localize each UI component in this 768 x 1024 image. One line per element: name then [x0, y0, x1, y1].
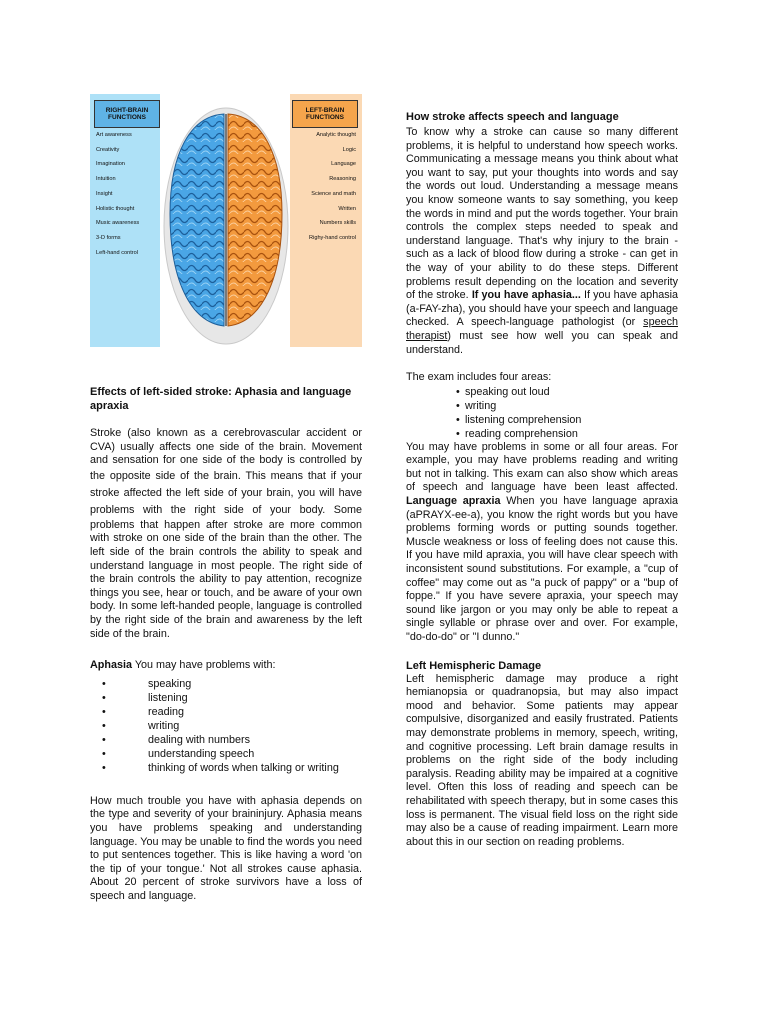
left-brain-function: Logic	[342, 146, 356, 153]
text-run: having a word 'on the tip of your tongue.' Not all strokes cause aphasia. About 20 percent of stroke survivors have a loss of speech and language.	[90, 849, 363, 902]
right-brain-function: Holistic thought	[96, 205, 135, 212]
aphasia-intro	[90, 659, 362, 673]
heading-speech-and-language: How stroke affects speech and language	[406, 111, 619, 123]
right-column	[406, 110, 678, 849]
right-brain-function: Music awareness	[96, 220, 140, 227]
left-brain-function: Language	[331, 161, 356, 168]
right-brain-function: Left-hand control	[96, 249, 138, 256]
brain-functions-figure	[90, 94, 362, 347]
left-brain-function: Numbers skills	[319, 220, 356, 227]
text-run: steps. Different problems result depending on the location and severity of the stroke.	[406, 261, 679, 302]
right-brain-function: Imagination	[96, 161, 125, 168]
brain-illustration	[160, 94, 292, 347]
list-item: • dealing with numbers	[90, 733, 362, 747]
right-brain-function: Insight	[96, 190, 113, 197]
text-run: To know why a stroke can cause so many different problems, it is helpful to understand how speech works. Communicating a message means you think about what you want to say, put your thoughts into words and say the words out loud. Understanding a message means you know someone wants to say something, you keep the words in mind and put the words together. Your brain controls the complex steps needed to speak and understand language. That's why injury to the brain - such as a lack of blood flow during a stroke - can get in the way of your ability to do these	[406, 126, 678, 274]
aphasia-label: Aphasia	[90, 659, 133, 672]
aphasia-problem-list	[90, 677, 362, 775]
text-run: When you have language apraxia (aPRAYX-ee-a), you know the right words but you have problems forming words or putting sounds together. Muscle weakness or loss of feeling	[406, 495, 678, 548]
right-brain-title: RIGHT-BRAIN FUNCTIONS	[94, 100, 160, 128]
exam-intro: The exam includes four areas:	[406, 371, 552, 384]
list-item: • thinking of words when talking or writing	[90, 761, 362, 775]
list-item: • listening comprehension	[406, 413, 678, 427]
text-run: How much trouble you have with aphasia depends on	[90, 794, 362, 807]
left-brain-function: Reasoning	[329, 176, 356, 183]
if-you-have-aphasia: If you have aphasia...	[471, 289, 581, 302]
heading-left-hemispheric-damage: Left Hemispheric Damage	[406, 659, 542, 672]
right-brain-function: Creativity	[96, 146, 120, 153]
left-column	[90, 94, 362, 903]
left-brain-function-list	[294, 132, 356, 250]
text-run: the opposite side of the brain. This means that if your stroke affected the left side of your brain, you will have problems with the right side of your body. Some	[90, 469, 362, 516]
exam-area-list	[406, 385, 678, 441]
text-run: by the left side of the brain.	[90, 613, 362, 640]
right-brain-function: Intuition	[96, 176, 116, 183]
left-brain-function: Righy-hand control	[309, 234, 356, 241]
text-run: You may have problems in some or all four areas. For example, you may have problems reading and writing	[406, 440, 678, 467]
list-item: • speaking	[90, 677, 362, 691]
text-run: problems that happen after stroke are more common with stroke on one side of the brain than the other. The left side of the brain controls the ability to speak and understand language in most people. The right side of the brain controls the ability to pay attention, recognize things you see, hear or touch, and be aware of your own body. In some left-handed people, language is controlled by the right side of the brain and awareness	[90, 518, 362, 626]
left-brain-title: LEFT-BRAIN FUNCTIONS	[292, 100, 358, 128]
aphasia-intro-text: You may have problems with:	[132, 659, 276, 672]
right-brain-function: Art awareness	[96, 132, 132, 138]
text-run: If you have aphasia (a-FAY-zha), you should have your speech and language checked. A speech-language pathologist (or	[406, 289, 678, 329]
list-item: • writing	[90, 719, 362, 733]
list-item: • writing	[406, 399, 678, 413]
paragraph-speech-works	[406, 126, 678, 357]
language-apraxia-term: Language apraxia	[406, 495, 501, 508]
text-run: does not cause this. If you have mild apraxia, you will have clear speech with inconsistent sound substitutions. For example, a "cup of coffee" may come out as "a puck of pappy" or a "bup of foppe." If you have severe apraxia, your speech may sound like jargon or you may only be able to repeat a single syllable or phrase over and over. For example, "do-do-do" or "I dunno."	[406, 535, 678, 643]
text-run: but not in talking. This exam can also show which areas of speech and language have been least affected.	[406, 467, 678, 494]
list-item: • reading	[90, 705, 362, 719]
paragraph-stroke-intro	[90, 427, 362, 641]
left-brain-function: Written	[338, 205, 356, 212]
text-run: Stroke (also known as a cerebrovascular accident or CVA) usually affects one side of the brain. Movement and sensation for one side of the body is controlled by	[90, 427, 362, 467]
paragraph-aphasia-severity	[90, 795, 362, 904]
heading-left-sided-stroke: Effects of left-sided stroke: Aphasia and language apraxia	[90, 386, 352, 412]
speech-therapist-link[interactable]: speech therapist	[406, 316, 678, 342]
left-brain-panel	[290, 94, 362, 347]
right-brain-panel	[90, 94, 162, 347]
list-item: • reading comprehension	[406, 427, 678, 441]
right-brain-function: 3-D forms	[96, 234, 121, 241]
paragraph-left-hemispheric-damage: Left hemispheric damage may produce a right hemianopsia or quadranopsia, but may also impact mood and behavior. Some patients may appear compulsive, disorganized and easily frustrated. Patients may demonstrate problems in memory, speech, writing, and cognitive processing. Left brain damage results in problems on the right side of the body including paralysis. Reading ability may be impaired at a cognitive level. Often this loss of reading and speech can be rehabilitated with speech therapy, but in some cases this loss is permanent. The visual field loss on the right side may also be a cause of reading impairment. Learn more about this in our section on reading problems.	[406, 672, 678, 848]
text-run: the type and severity of your braininjury. Aphasia means you have problems speaking and understanding language. You may be unable to find the words you need to put sentences together. This is like	[90, 808, 362, 862]
paragraph-language-apraxia	[406, 441, 678, 645]
right-brain-function-list	[96, 132, 158, 264]
list-item: • understanding speech	[90, 747, 362, 761]
left-brain-function: Science and math	[311, 190, 356, 197]
list-item: • speaking out loud	[406, 385, 678, 399]
text-run: ) must see how well you can speak and understand.	[406, 329, 678, 356]
left-brain-function: Analytic thought	[316, 132, 356, 138]
list-item: • listening	[90, 691, 362, 705]
